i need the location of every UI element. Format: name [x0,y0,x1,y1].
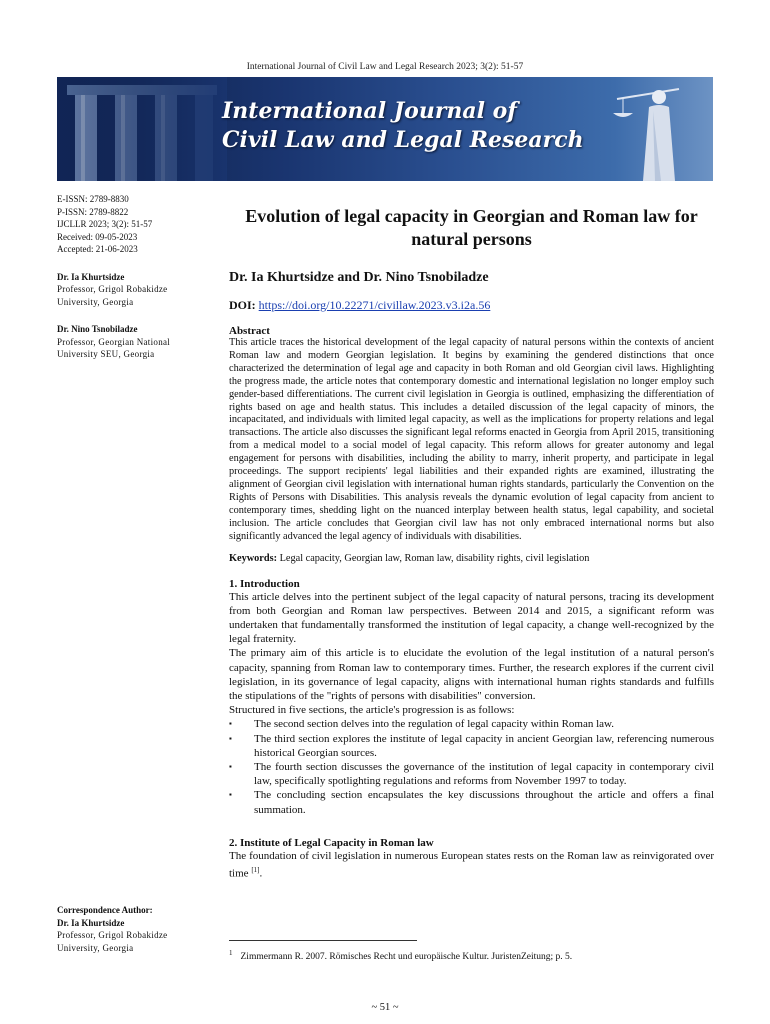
section-heading-introduction: 1. Introduction [229,577,300,590]
sidebar-author-1 [57,271,207,309]
square-bullet-icon: ▪ [229,733,232,743]
p-issn: P-ISSN: 2789-8822 [57,206,129,217]
justice-statue-illustration [609,77,701,181]
received-date: Received: 09-05-2023 [57,231,138,242]
abstract-heading: Abstract [229,325,270,337]
intro-paragraph-1: This article delves into the pertinent subject of the legal capacity of natural persons, tracing its development from both Georgian and Roman law perspectives. Between 2014 and 2015, a significant reform was undertaken that fundamentally transformed the institution of legal capacity, a change well-recognized by the legal fraternity. [229,590,714,646]
article-title: Evolution of legal capacity in Georgian and Roman law for natural persons [245,206,698,249]
main-column [229,205,714,881]
square-bullet-icon: ▪ [229,719,232,729]
intro-paragraph-2: The primary aim of this article is to elucidate the evolution of the legal institution of a natural person's capacity, spanning from Roman law to contemporary times. Further, the research explores if the current civil legislation, in its governance of legal capacity, aligns with international human rights standards and fulfills the stipulations of the "rights of persons with disabilities" conversion. [229,647,714,702]
banner-title-line2: Civil Law and Legal Research [222,127,584,153]
journal-banner [57,77,713,181]
list-item: ▪ The concluding section encapsulates the key discussions throughout the article and offers a final summation. [229,789,714,816]
section-list [229,717,714,816]
author-affiliation: Professor, Georgian National University SEU, Georgia [57,336,171,359]
keywords-text: Legal capacity, Georgian law, Roman law, disability rights, civil legislation [279,552,590,564]
doi [229,298,714,313]
section-heading-roman-law: 2. Institute of Legal Capacity in Roman law [229,836,434,849]
e-issn: E-ISSN: 2789-8830 [57,194,129,204]
doi-label: DOI: [229,298,256,312]
sidebar-author-2 [57,323,207,361]
correspondence-label: Correspondence Author: [57,905,153,915]
keywords-label: Keywords: [229,552,278,564]
correspondence-affiliation: Professor, Grigol Robakidze University, Georgia [57,930,168,953]
author-affiliation: Professor, Grigol Robakidze University, Georgia [57,284,168,307]
list-item: ▪ The second section delves into the regulation of legal capacity within Roman law. [229,718,615,731]
footnote-divider [229,940,417,941]
accepted-date: Accepted: 21-06-2023 [57,244,138,254]
doi-link[interactable]: https://doi.org/10.22271/civillaw.2023.v3.i2a.56 [258,298,491,312]
authors-line: Dr. Ia Khurtsidze and Dr. Nino Tsnobiladze [229,270,489,285]
running-head: International Journal of Civil Law and Legal Research 2023; 3(2): 51-57 [246,62,524,72]
correspondence-author [57,904,207,954]
article-meta-sidebar [57,193,207,361]
section2-paragraph-1: The foundation of civil legislation in numerous European states rests on the Roman law as reinvigorated over time [1]. [229,849,714,880]
square-bullet-icon: ▪ [229,790,232,800]
footnote-reference[interactable]: [1] [251,865,260,874]
correspondence-name: Dr. Ia Khurtsidze [57,917,125,928]
banner-title [222,97,584,155]
author-name: Dr. Ia Khurtsidze [57,271,125,282]
list-item: ▪ The fourth section discusses the governance of the institution of legal capacity in contemporary civil law, specifically spotlighting regulations and reforms from November 1997 to today. [229,760,714,788]
banner-title-line1: International Journal of [222,98,517,124]
footnote [229,949,714,962]
intro-paragraph-3: Structured in five sections, the article's progression is as follows: [229,704,515,717]
square-bullet-icon: ▪ [229,761,232,771]
page-number: ~ 51 ~ [371,1002,399,1013]
abstract-text: This article traces the historical development of the legal capacity of natural persons within the contexts of ancient Roman law and modern Georgian legislation. It begins by examining the gendered distinctions that once characterized the determination of legal age and capacity in both Roman and old Georgian civil laws. Highlighting the progress made, the article notes that contemporary domestic and international legislation no longer employ such gender-based differentiations. The current civil legislation in Georgia is outlined, emphasizing the differentiation of rights based on age and health status. This includes a detailed discussion of the legal capacity of minors, the incapacitated, and individuals with limited legal capacity, as well as the implications for property relations and legal transactions. The article also discusses the significant legal reforms enacted in Georgia from April 2015, transitioning from a medical model to a social model of legal capacity. This reform allows for greater autonomy and legal engagement for persons with disabilities, including the ability to marry, inherit property, and participate in legal proceedings. The support recipients' legal liabilities and their expanded rights are examined, illustrating the alignment of Georgian civil legislation with international human rights standards, particularly the Convention on the Rights of Persons with Disabilities. This analysis reveals the dynamic evolution of legal capacity from ancient to contemporary times, shedding light on the nuanced interplay between health status, legal capability, and societal inclusion. The article concludes that Georgian civil law has not only embraced international norms but also significantly advanced the legal agency of individuals with disabilities. [229,337,714,542]
author-name: Dr. Nino Tsnobiladze [57,324,138,334]
columns-illustration [57,77,227,181]
footnote-number: 1 [229,949,233,957]
keywords [229,553,714,564]
citation: IJCLLR 2023; 3(2): 51-57 [57,219,153,229]
footnote-text: Zimmermann R. 2007. Römisches Recht und europäische Kultur. JuristenZeitung; p. 5. [240,952,573,963]
list-item: ▪ The third section explores the institute of legal capacity in ancient Georgian law, referencing numerous historical Georgian sources. [229,732,714,759]
